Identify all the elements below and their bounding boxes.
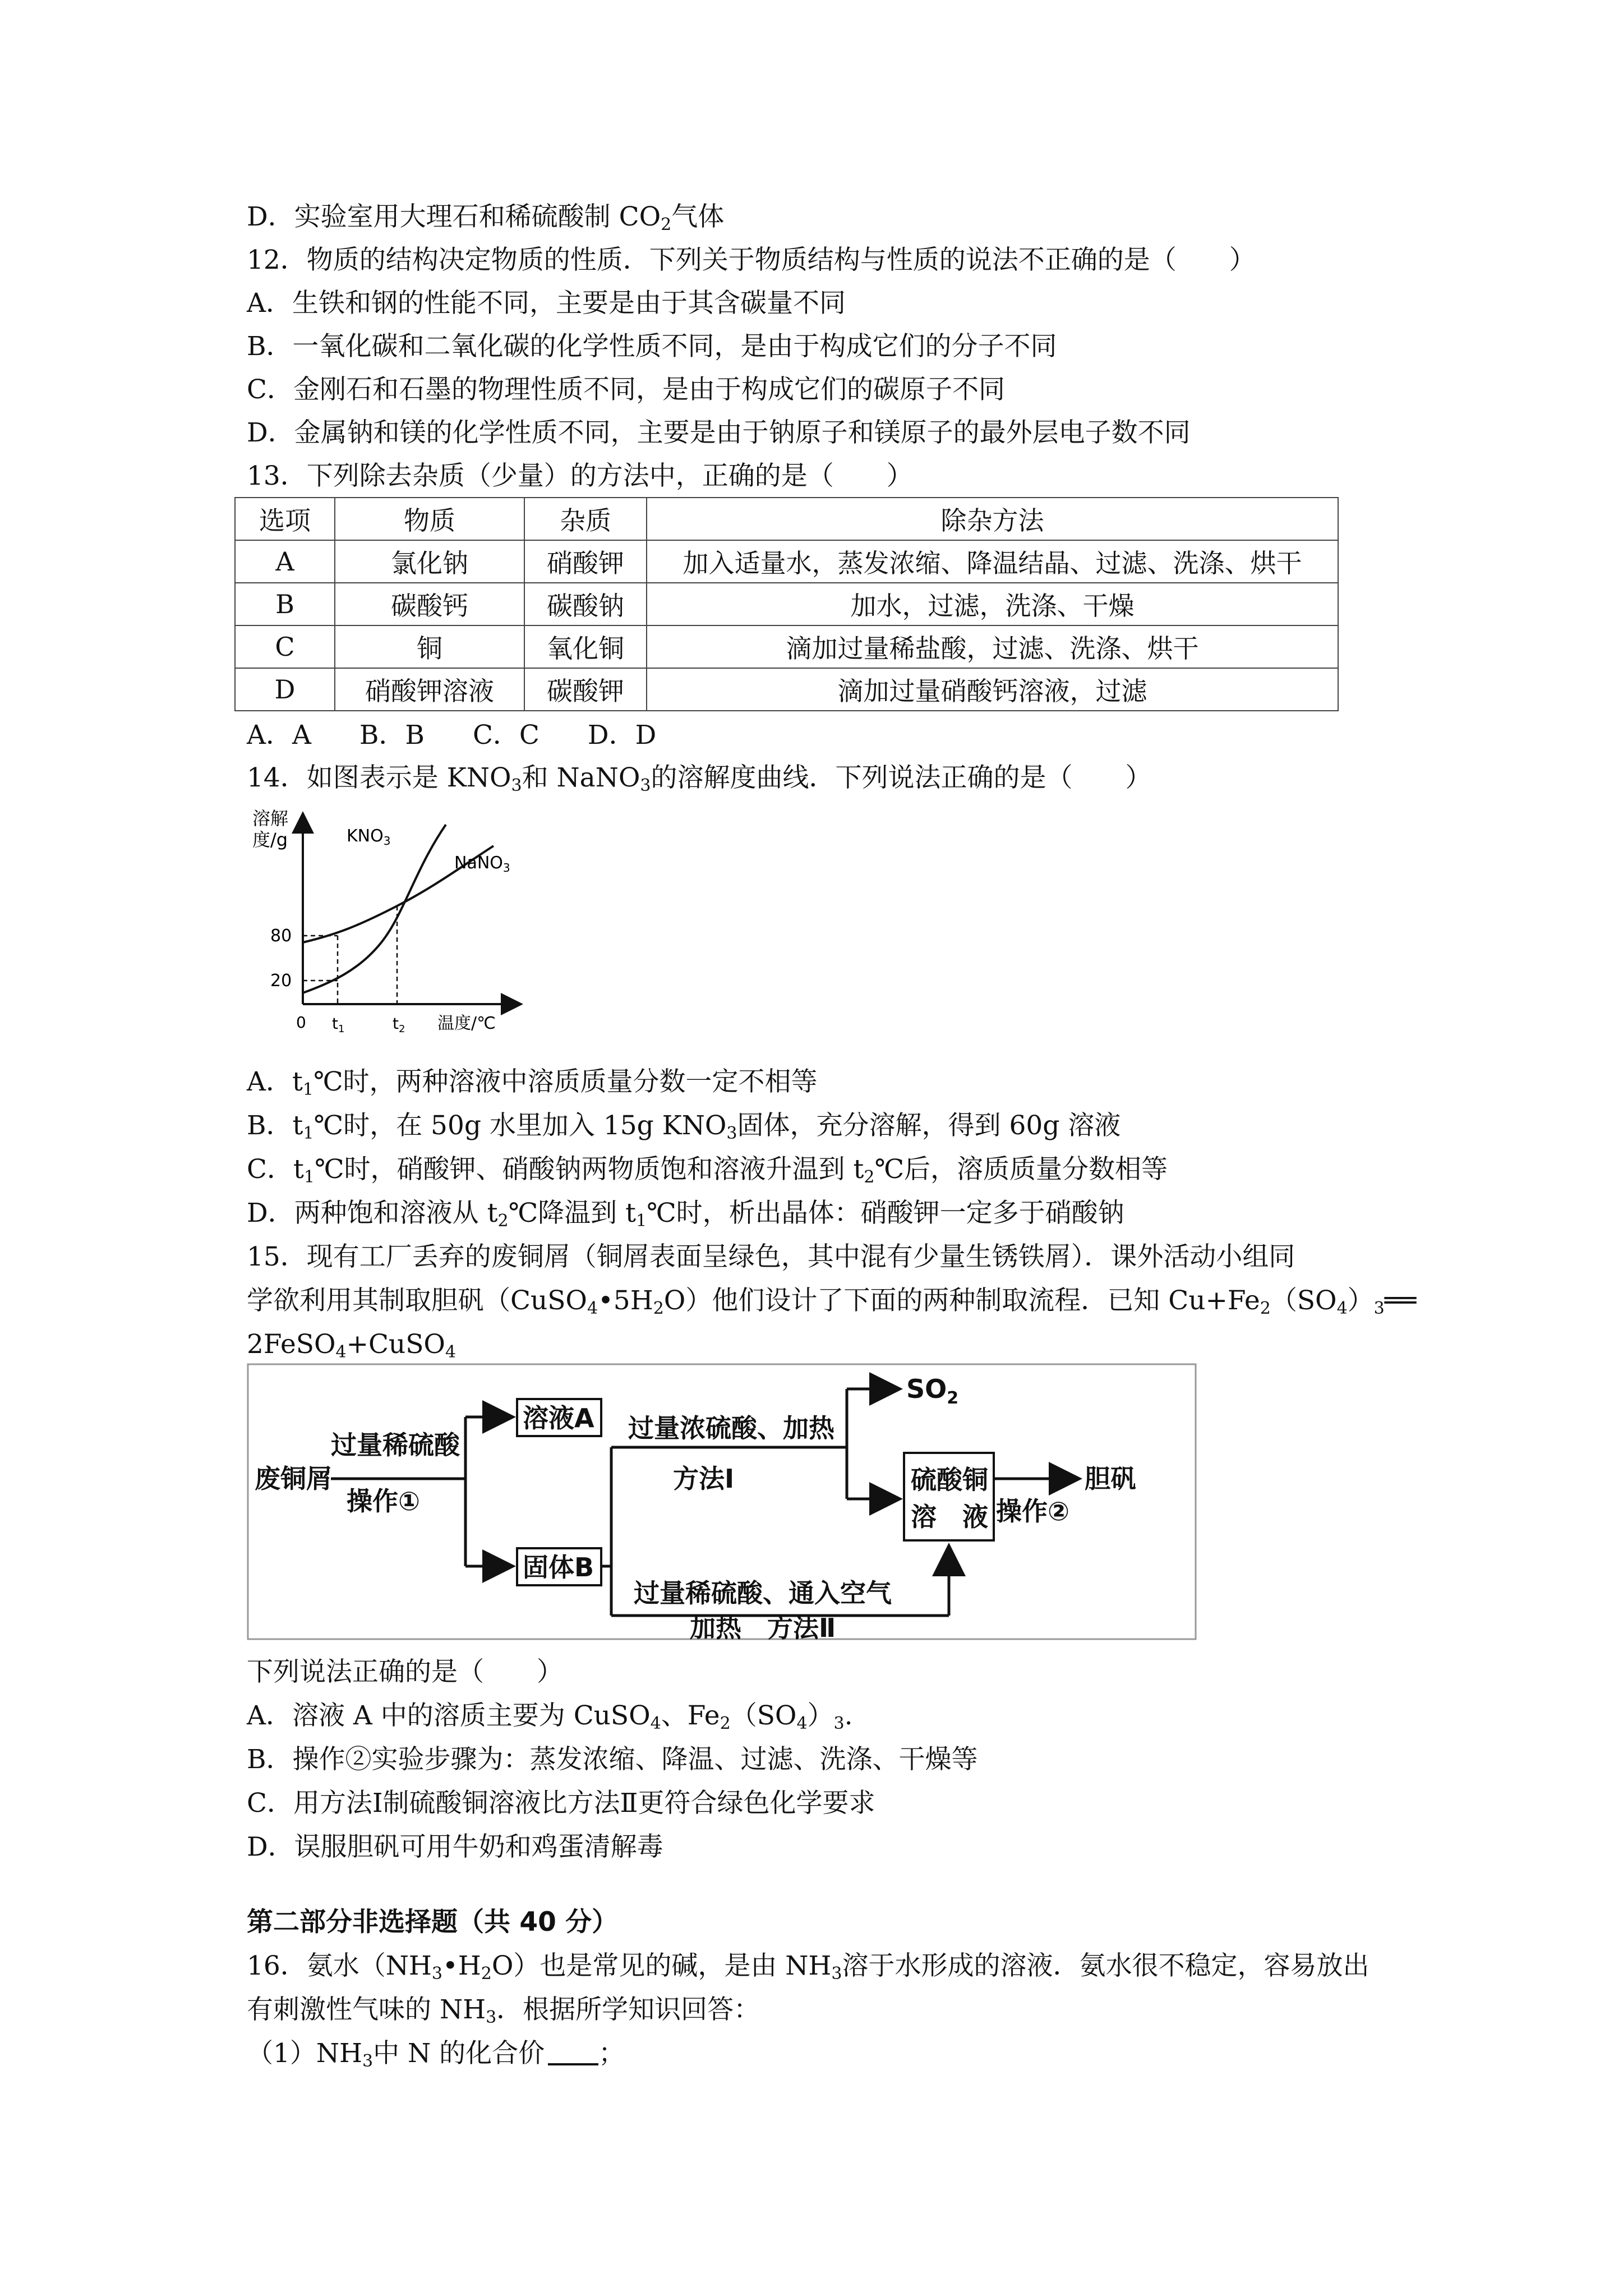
q15-option-b: B．操作②实验步骤为：蒸发浓缩、降温、过滤、洗涤、干燥等 [247, 1744, 978, 1775]
table-row [235, 668, 1338, 711]
y-axis-label: 溶解 [252, 808, 289, 829]
q13-option-b: B．B [359, 720, 425, 751]
box-cuso4-label-line1: 硫酸铜 [911, 1465, 988, 1495]
y-tick-label: 80 [270, 926, 292, 946]
q15-stem-line2: 学欲利用其制取胆矾$(CuSO_4•5H_2O)$他们设计了下面的两种制取流程．已知 $Cu+Fe_2(SO_4)_3══$ [247, 1285, 1417, 1318]
q12-option-c: C．金刚石和石墨的物理性质不同，是由于构成它们的碳原子不同 [247, 374, 1005, 405]
series-label-nano3: NaNO$_3$ [454, 853, 510, 875]
q16-stem-line2: 有刺激性气味的 $NH_3$．根据所学知识回答： [247, 1994, 760, 2027]
origin-label: 0 [296, 1013, 306, 1032]
q14-option-d: D．两种饱和溶液从 $t_2℃$降温到 $t_1℃$时，析出晶体：硝酸钾一定多于硝酸钠 [247, 1198, 1124, 1231]
table-cell: 滴加过量稀盐酸，过滤、洗涤、烘干 [647, 625, 1338, 668]
table-cell: 铜 [335, 625, 524, 668]
box-solution-a-label: 溶液A [523, 1403, 594, 1433]
q13-table [234, 497, 1339, 711]
op2-label: 操作② [996, 1496, 1069, 1526]
box-solid-b-label: 固体B [523, 1552, 594, 1582]
x-tick-label: $t_2$ [393, 1014, 405, 1035]
table-cell: B [235, 583, 335, 625]
table-cell: D [235, 668, 335, 711]
q12-option-b: B．一氧化碳和二氧化碳的化学性质不同，是由于构成它们的分子不同 [247, 331, 1057, 362]
x-tick-label: $t_1$ [332, 1014, 345, 1035]
table-row [235, 625, 1338, 668]
q13-stem: 13．下列除去杂质（少量）的方法中，正确的是（ ） [247, 461, 913, 491]
table-header: 除杂方法 [647, 498, 1338, 540]
q15-option-c: C．用方法Ⅰ制硫酸铜溶液比方法Ⅱ更符合绿色化学要求 [247, 1788, 875, 1819]
step1-operation: 操作① [347, 1486, 420, 1516]
q14-option-a: A．$t_1℃$时，两种溶液中溶质质量分数一定不相等 [247, 1066, 818, 1099]
product-label: 胆矾 [1085, 1464, 1136, 1494]
q12-option-d: D．金属钠和镁的化学性质不同，主要是由于钠原子和镁原子的最外层电子数不同 [247, 417, 1191, 448]
table-cell: 硝酸钾溶液 [335, 668, 524, 711]
series-label-kno3: $KNO_3$ [347, 826, 391, 848]
q12-stem: 12．物质的结构决定物质的性质．下列关于物质结构与性质的说法不正确的是（ ） [247, 245, 1256, 275]
q15-stem-line3: 2FeSO$_4$+CuSO$_4$ [247, 1329, 457, 1362]
q13-options [247, 718, 704, 753]
method2-label: 加热 方法Ⅱ [690, 1613, 836, 1643]
q13-option-c: C．C [472, 720, 540, 751]
y-tick-label: 20 [270, 971, 292, 991]
step1-reagent: 过量稀硫酸 [331, 1430, 460, 1460]
q12-option-a: A．生铁和钢的性能不同，主要是由于其含碳量不同 [247, 288, 846, 319]
box-cuso4-label-line2: 溶 液 [911, 1502, 988, 1532]
q15-question: 下列说法正确的是（ ） [247, 1657, 563, 1687]
q15-stem-line1: 15．现有工厂丢弃的废铜屑（铜屑表面呈绿色，其中混有少量生锈铁屑）．课外活动小组同 [247, 1241, 1295, 1272]
table-header: 物质 [335, 498, 524, 540]
table-cell: 氧化铜 [524, 625, 647, 668]
table-cell: A [235, 540, 335, 583]
table-cell: 碳酸钾 [524, 668, 647, 711]
q14-option-c: C．$t_1℃$时，硝酸钾、硝酸钠两物质饱和溶液升温到 $t_2℃$后，溶质质量分数相等 [247, 1154, 1168, 1187]
q15-option-d: D．误服胆矾可用牛奶和鸡蛋清解毒 [247, 1832, 663, 1862]
q13-option-d: D．D [587, 720, 657, 751]
solubility-chart [247, 802, 538, 1060]
table-cell: 硝酸钾 [524, 540, 647, 583]
table-row [235, 583, 1338, 625]
start-label: 废铜屑 [255, 1464, 332, 1494]
method2-reagent: 过量稀硫酸、通入空气 [634, 1578, 892, 1608]
q16-part1: $(1)NH_3$中 N 的化合价 ； [247, 2038, 625, 2071]
method1-reagent: 过量浓硫酸、加热 [628, 1413, 834, 1443]
x-axis-label: 温度/℃ [437, 1014, 496, 1033]
answer-blank[interactable] [548, 2041, 598, 2065]
table-cell: 碳酸钙 [335, 583, 524, 625]
table-cell: 碳酸钠 [524, 583, 647, 625]
q16-stem-line1: 16．氨水$(NH_3•H_2O)$也是常见的碱，是由 $NH_3$溶于水形成的溶液．氨水很不稳定，容易放出 [247, 1950, 1370, 1984]
so2-label: $SO_2$ [906, 1374, 959, 1408]
q14-stem: 14．如图表示是 $KNO_3$和 NaNO$_3$的溶解度曲线．下列说法正确的是（ ） [247, 762, 1152, 795]
q15-option-a: A．溶液 A 中的溶质主要为 CuSO$_4$、$Fe_2(SO_4)_3$. [247, 1700, 853, 1733]
part2-title: 第二部分非选择题（共 40 分） [247, 1907, 619, 1938]
method1-label: 方法Ⅰ [673, 1464, 735, 1494]
flow-diagram [247, 1363, 1200, 1644]
table-cell: 加入适量水，蒸发浓缩、降温结晶、过滤、洗涤、烘干 [647, 540, 1338, 583]
table-cell: 加水，过滤，洗涤、干燥 [647, 583, 1338, 625]
table-header: 选项 [235, 498, 335, 540]
table-row [235, 540, 1338, 583]
table-cell: C [235, 625, 335, 668]
q11-option-d: D．实验室用大理石和稀硫酸制 $CO_2$气体 [247, 201, 725, 234]
table-cell: 滴加过量硝酸钙溶液，过滤 [647, 668, 1338, 711]
y-axis-label: 度/g [252, 829, 288, 850]
table-header-row [235, 498, 1338, 540]
table-cell: 氯化钠 [335, 540, 524, 583]
q13-option-a: A．A [247, 720, 311, 751]
table-header: 杂质 [524, 498, 647, 540]
q14-option-b: B．$t_1℃$时，在 50g 水里加入 15g $KNO_3$固体，充分溶解，得到 60g 溶液 [247, 1110, 1121, 1143]
